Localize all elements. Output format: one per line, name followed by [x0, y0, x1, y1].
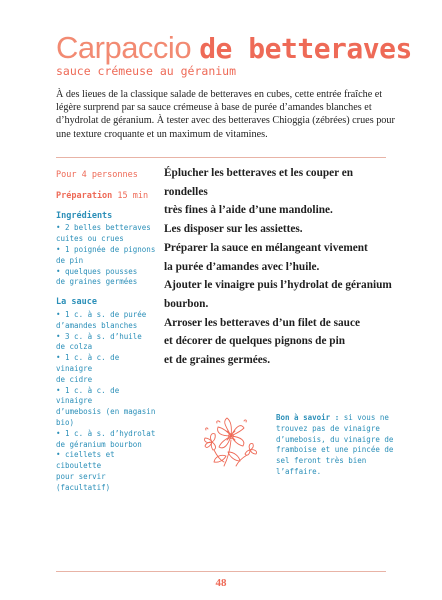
recipe-title	[56, 30, 412, 67]
list-item: de cidre	[56, 374, 93, 384]
list-item: de pin	[56, 255, 84, 265]
list-item: de géranium bourbon	[56, 439, 142, 449]
sauce-title: La sauce	[56, 297, 97, 308]
ingredients-title: Ingrédients	[56, 210, 113, 221]
list-item: cuites ou crues	[56, 234, 124, 244]
intro-paragraph: À des lieues de la classique salade de betteraves en cubes, cette entrée fraîche et légère surprend par sa sauce crémeuse à base de purée d’amandes blanches et d’hydrolat de géranium. À tester avec des betteraves Chioggia (zébrées) crues pour une texture croquante et un maximum de vitamines.	[56, 89, 395, 140]
section-divider	[56, 157, 386, 158]
list-item: • 1 c. à c. de vinaigre	[56, 353, 120, 373]
list-item: • 1 c. à s. d’hydrolat	[56, 428, 156, 438]
ingredients-sidebar	[56, 170, 156, 503]
list-item: • 1 c. à c. de vinaigre	[56, 385, 120, 406]
list-item: de graines germées	[56, 277, 138, 287]
recipe-title-bold: de betteraves	[199, 32, 412, 65]
tip-label: Bon à savoir :	[276, 413, 340, 422]
list-item: d’umebosis (en magasin	[56, 407, 156, 417]
list-item: d’amandes blanches	[56, 320, 138, 330]
sauce-list	[56, 310, 156, 494]
recipe-steps	[164, 164, 394, 370]
step-line: Préparer la sauce en mélangeant vivement	[164, 241, 368, 254]
list-item: • 1 poignée de pignons	[56, 244, 156, 254]
step-line: et de graines germées.	[164, 354, 271, 367]
step-line: la purée d’amandes avec l’huile.	[164, 260, 320, 273]
step-line: bourbon.	[164, 297, 209, 310]
recipe-title-light: Carpaccio	[56, 30, 200, 65]
recipe-subtitle: sauce crémeuse au géranium	[56, 64, 237, 78]
step-line: Éplucher les betteraves et les couper en rondelles	[164, 167, 354, 198]
prep-time	[56, 191, 156, 202]
list-item: bio)	[56, 417, 75, 427]
list-item: • ciellets et ciboulette	[56, 450, 115, 471]
flower-drawing-icon	[200, 412, 262, 470]
prep-label: Préparation	[56, 190, 113, 201]
list-item: • quelques pousses	[56, 266, 138, 276]
list-item: pour servir (facultatif)	[56, 471, 111, 492]
footer-divider	[56, 571, 386, 572]
tip-text: si vous ne trouvez pas de vinaigre d’umebosis, du vinaigre de framboise et une pincée de sel feront très bien l’affaire.	[276, 413, 394, 476]
list-item: • 2 belles betteraves	[56, 223, 151, 233]
step-line: et décorer de quelques pignons de pin	[164, 335, 345, 348]
list-item: • 3 c. à s. d’huile	[56, 331, 142, 341]
tip-box	[276, 413, 394, 478]
step-line: Les disposer sur les assiettes.	[164, 223, 303, 236]
ingredients-list	[56, 223, 156, 288]
servings: Pour 4 personnes	[56, 170, 138, 180]
step-line: très fines à l’aide d’une mandoline.	[164, 204, 333, 217]
list-item: • 1 c. à s. de purée	[56, 309, 147, 319]
step-line: Arroser les betteraves d’un filet de sauce	[164, 316, 360, 329]
step-line: Ajouter le vinaigre puis l’hydrolat de géranium	[164, 279, 392, 292]
page-number: 48	[215, 577, 227, 589]
list-item: de colza	[56, 342, 93, 352]
prep-value: 15 min	[112, 190, 149, 201]
